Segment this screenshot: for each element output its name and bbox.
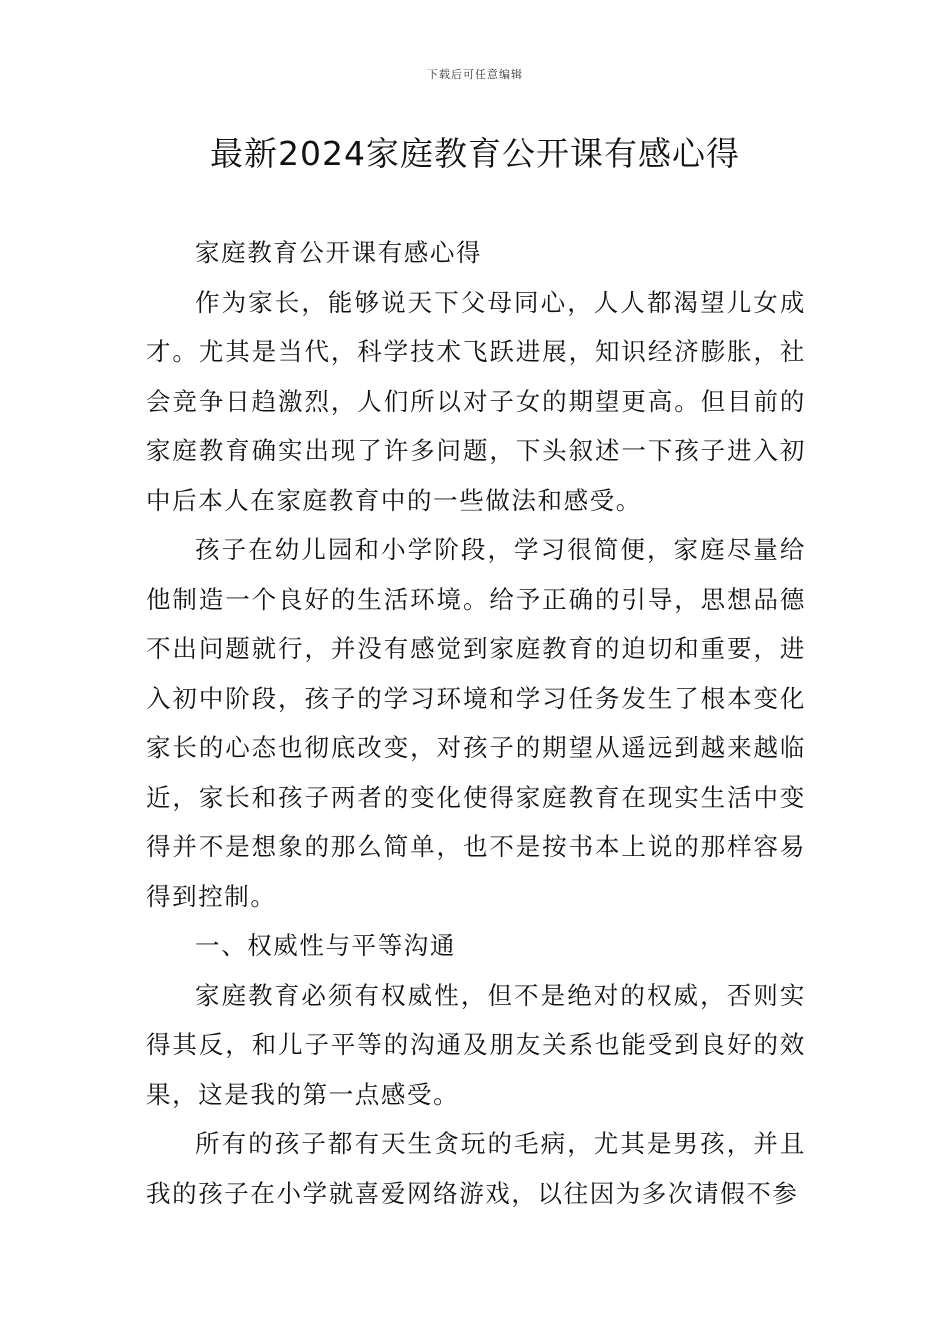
paragraph: 所有的孩子都有天生贪玩的毛病，尤其是男孩，并且我的孩子在小学就喜爱网络游戏，以往因为多次请假不参 [146, 1129, 806, 1208]
document-title: 最新2024家庭教育公开课有感心得 [210, 134, 740, 173]
header-note: 下载后可任意编辑 [427, 68, 523, 81]
paragraph: 家庭教育必须有权威性，但不是绝对的权威，否则实得其反，和儿子平等的沟通及朋友关系也能受到良好的效果，这是我的第一点感受。 [146, 980, 806, 1109]
paragraph: 孩子在幼儿园和小学阶段，学习很简便，家庭尽量给他制造一个良好的生活环境。给予正确的引导，思想品德不出问题就行，并没有感觉到家庭教育的迫切和重要，进入初中阶段，孩子的学习环境和学习任务发生了根本变化家长的心态也彻底改变，对孩子的期望从遥远到越来越临近，家长和孩子两者的变化使得家庭教育在现实生活中变得并不是想象的那么简单，也不是按书本上说的那样容易得到控制。 [146, 535, 806, 911]
document-body [146, 228, 806, 1218]
paragraph: 作为家长，能够说天下父母同心，人人都渴望儿女成才。尤其是当代，科学技术飞跃进展，知识经济膨胀，社会竞争日趋激烈，人们所以对子女的期望更高。但目前的家庭教育确实出现了许多问题，下头叙述一下孩子进入初中后本人在家庭教育中的一些做法和感受。 [146, 287, 806, 515]
section-heading: 一、权威性与平等沟通 [195, 931, 456, 960]
paragraph-subtitle: 家庭教育公开课有感心得 [195, 238, 483, 267]
